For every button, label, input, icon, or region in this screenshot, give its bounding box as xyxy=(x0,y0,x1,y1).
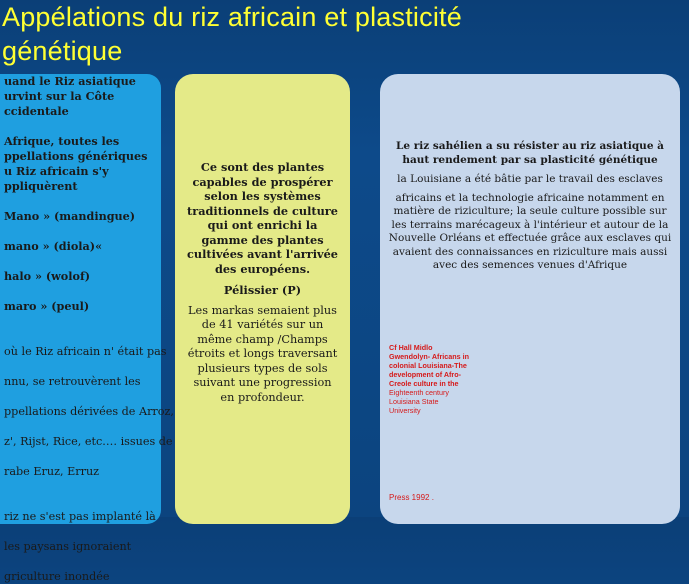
left-panel-line xyxy=(4,494,157,509)
left-panel-line: mano » (diola)« xyxy=(4,239,103,253)
left-panel-line xyxy=(4,224,157,239)
left-panel-line xyxy=(4,254,157,269)
left-panel-line: halo » (wolof) xyxy=(4,269,91,283)
reference-press: Press 1992 . xyxy=(389,493,434,502)
left-panel-line xyxy=(4,359,157,374)
left-panel-line: maro » (peul) xyxy=(4,299,90,313)
title-line-2: génétique xyxy=(2,36,123,66)
left-panel-line xyxy=(4,449,157,464)
slide-title xyxy=(2,0,682,68)
left-panel-line: urvint sur la Côte xyxy=(4,89,115,103)
left-panel-line: ppliquèrent xyxy=(4,179,78,193)
left-panel-line: ppellations dérivées de Arroz, xyxy=(4,405,174,418)
right-paragraph-1: Le riz sahélien a su résister au riz asiatique à haut rendement par sa plasticité génétique xyxy=(396,140,664,166)
title-line-1: Appélations du riz africain et plasticité xyxy=(2,2,462,32)
left-panel xyxy=(0,74,174,583)
left-panel-line: où le Riz africain n' était pas xyxy=(4,345,167,358)
left-panel-line: riz ne s'est pas implanté là xyxy=(4,510,156,523)
left-panel-line: u Riz africain s'y xyxy=(4,164,109,178)
right-panel xyxy=(380,74,680,524)
left-panel-line: les paysans ignoraient xyxy=(4,540,132,553)
left-panel-line xyxy=(4,479,157,494)
left-panel-line: Afrique, toutes les xyxy=(4,134,120,148)
middle-paragraph-1: Ce sont des plantes capables de prospérer selon les systèmes traditionnels de culture qui ont enrichi la gamme des plantes cultivées avant l'arrivée des européens. xyxy=(187,160,338,276)
reference-bold: Cf Hall Midlo Gwendolyn- Africans in colonial Louisiana-The development of Afro-Creole culture in the xyxy=(389,343,470,388)
middle-panel xyxy=(175,74,350,524)
left-panel-line xyxy=(4,194,157,209)
middle-author: Pélissier (P) xyxy=(223,283,302,297)
left-panel-line xyxy=(4,329,157,344)
reference-regular: Eighteenth century Louisiana State University xyxy=(389,388,449,415)
left-panel-line: z', Rijst, Rice, etc.… issues de xyxy=(4,435,173,448)
left-panel-line: rabe Eruz, Erruz xyxy=(4,465,100,478)
left-panel-line xyxy=(4,554,157,569)
left-panel-line xyxy=(4,284,157,299)
left-panel-line: griculture inondée xyxy=(4,570,110,583)
left-panel-line xyxy=(4,119,157,134)
left-panel-line: Mano » (mandingue) xyxy=(4,209,136,223)
left-panel-line xyxy=(4,314,157,329)
left-panel-line: nnu, se retrouvèrent les xyxy=(4,375,141,388)
middle-paragraph-2: Les markas semaient plus de 41 variétés sur un même champ /Champs étroits et longs traversant plusieurs types de sols suivant une progression en profondeur. xyxy=(187,303,338,404)
right-paragraph-2: la Louisiane a été bâtie par le travail des esclaves xyxy=(397,173,663,185)
left-panel-line: uand le Riz asiatique xyxy=(4,74,136,88)
left-panel-line xyxy=(4,524,157,539)
reference-citation xyxy=(389,343,469,415)
left-panel-text xyxy=(4,74,174,584)
left-panel-line: ccidentale xyxy=(4,104,69,118)
left-panel-line: ppellations génériques xyxy=(4,149,148,163)
right-paragraph-3: africains et la technologie africaine notamment en matière de riziculture; la seule culture possible sur les terrains marécageux à l'intérieur et autour de la Nouvelle Orléans et effectuée grâce aux esclaves qui avaient des connaissances en riziculture mais aussi avec des semences venues d'Afrique xyxy=(388,191,672,271)
left-panel-line xyxy=(4,419,157,434)
left-panel-line xyxy=(4,389,157,404)
